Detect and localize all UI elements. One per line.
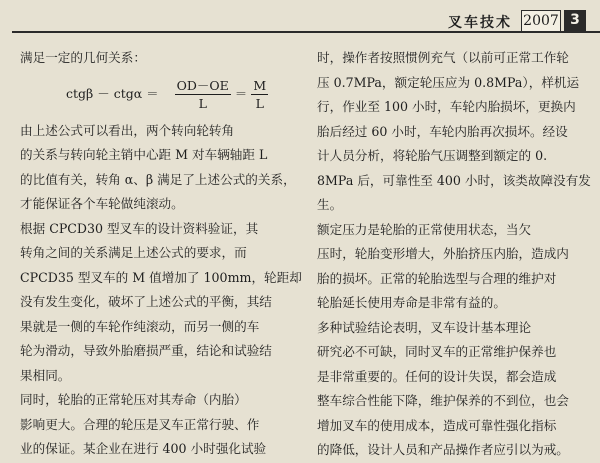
formula-lhs: ctgβ － ctgα ＝	[66, 86, 159, 102]
text-line: 计人员分析，将轮胎气压调整到额定的 0.	[317, 148, 548, 163]
formula	[66, 71, 310, 119]
fraction-1-denominator: L	[198, 96, 207, 111]
text-line: 8MPa 后，可靠性至 400 小时，该类故障没有发	[317, 172, 591, 188]
text-line: 整车综合性能下降，维护保养的不到位，也会	[317, 393, 569, 408]
formula-fraction-2	[251, 78, 268, 111]
page-number: 3	[564, 10, 586, 31]
text-line: 果相同。	[20, 367, 71, 383]
text-line: 影响更大。合理的轮压是叉车正常行驶、作	[20, 416, 260, 432]
text-line: CPCD35 型叉车的 M 值增加了 100mm，轮距却	[20, 269, 302, 285]
page-header	[0, 0, 600, 42]
text-line: 研究必不可缺，同时叉车的正常维护保养也	[317, 344, 557, 359]
formula-equals: ＝	[234, 86, 248, 102]
fraction-2-denominator: L	[255, 96, 264, 111]
text-line: 才能保证各个车轮做纯滚动。	[20, 196, 184, 211]
right-column	[317, 46, 591, 463]
text-line: 压 0.7MPa，额定轮压应为 0.8MPa），样机运	[317, 74, 580, 90]
text-line: 根据 CPCD30 型叉车的设计资料验证，其	[20, 220, 259, 236]
text-line: 多种试验结论表明，叉车设计基本理论	[317, 319, 532, 335]
intro-text: 满足一定的几何关系：	[20, 50, 146, 65]
text-line: 轮为滑动，导致外胎磨损严重，结论和试验结	[20, 343, 272, 358]
left-column	[20, 46, 310, 462]
year-box: 2007	[521, 10, 561, 32]
text-line: 压时，轮胎变形增大，外胎挤压内胎，造成内	[317, 246, 569, 261]
text-line: 时，操作者按照惯例充气（以前可正常工作轮	[317, 50, 569, 65]
text-line: 的关系与转向轮主销中心距 M 对车辆轴距 L	[20, 147, 268, 162]
formula-fraction-1	[175, 78, 231, 111]
text-line: 由上述公式可以看出，两个转向轮转角	[20, 122, 235, 138]
journal-title: 叉车技术	[448, 15, 512, 31]
right-body-text	[317, 46, 591, 463]
text-line: 生。	[317, 197, 343, 212]
text-line: 转角之间的关系满足上述公式的要求，而	[20, 245, 247, 260]
text-line: 业的保证。某企业在进行 400 小时强化试验	[20, 441, 267, 456]
text-line: 果就是一侧的车轮作纯滚动，而另一侧的车	[20, 318, 260, 334]
left-body-text	[20, 119, 310, 462]
text-line: 行，作业至 100 小时，车轮内胎损坏，更换内	[317, 99, 576, 114]
text-line: 胎后经过 60 小时，车轮内胎再次损坏。经设	[317, 123, 568, 139]
text-line: 同时，轮胎的正常轮压对其寿命（内胎）	[20, 392, 247, 407]
text-line: 的比值有关，转角 α、β 满足了上述公式的关系，	[20, 171, 296, 187]
text-line: 没有发生变化，破坏了上述公式的平衡，其结	[20, 294, 272, 309]
text-line: 额定压力是轮胎的正常使用状态，当欠	[317, 221, 532, 237]
text-line: 是非常重要的。任何的设计失误，都会造成	[317, 368, 557, 384]
text-line: 增加叉车的使用成本，造成可靠性强化指标	[317, 417, 557, 433]
fraction-1-numerator: OD－OE	[176, 78, 229, 93]
text-line: 的降低，设计人员和产品操作者应引以为戒。	[317, 442, 569, 457]
text-line: 胎的损坏。正常的轮胎选型与合理的维护对	[317, 270, 557, 286]
text-line: 轮胎延长使用寿命是非常有益的。	[317, 295, 506, 310]
fraction-2-numerator: M	[253, 78, 267, 93]
